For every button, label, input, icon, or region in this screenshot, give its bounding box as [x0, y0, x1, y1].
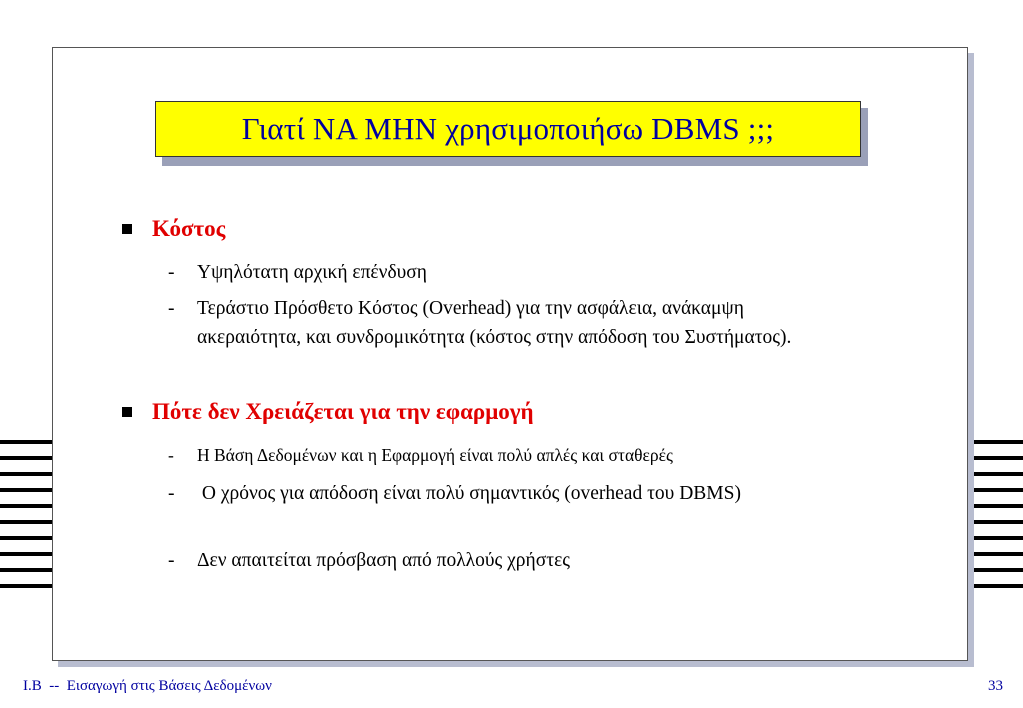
list-item — [168, 258, 858, 287]
section-heading: Πότε δεν Χρειάζεται για την εφαρμογή — [152, 399, 534, 424]
left-stripes — [0, 440, 52, 600]
list-item — [168, 546, 858, 575]
list-item-text: Δεν απαιτείται πρόσβαση από πολλούς χρήστες — [197, 550, 570, 571]
section-heading-when-not-needed — [122, 399, 534, 425]
dash-bullet: - — [168, 550, 175, 571]
footer-course-title: Ι.Β -- Εισαγωγή στις Βάσεις Δεδομένων — [23, 678, 272, 694]
section-heading: Κόστος — [152, 216, 226, 241]
list-item — [168, 441, 858, 470]
list-item-text: Τεράστιο Πρόσθετο Κόστος (Overhead) για την ασφάλεια, ανάκαμψη ακεραιότητα, και συνδρομικότητα (κόστος στην απόδοση του Συστήματος). — [197, 298, 792, 348]
title-box — [155, 101, 861, 157]
list-item — [168, 294, 858, 352]
dash-bullet: - — [168, 298, 175, 319]
page-number: 33 — [988, 678, 1003, 694]
dash-bullet: - — [168, 445, 174, 465]
list-item-text: Υψηλότατη αρχική επένδυση — [197, 262, 427, 283]
slide-title: Γιατί ΝΑ ΜΗΝ χρησιμοποιήσω DBMS ;;; — [241, 111, 775, 146]
right-stripes — [973, 440, 1023, 600]
list-item-text: Ο χρόνος για απόδοση είναι πολύ σημαντικός (overhead του DBMS) — [197, 483, 741, 504]
list-item-text: Η Βάση Δεδομένων και η Εφαρμογή είναι πολύ απλές και σταθερές — [197, 445, 673, 465]
list-item — [168, 479, 858, 508]
dash-bullet: - — [168, 262, 175, 283]
square-bullet-icon — [122, 224, 132, 234]
section-heading-cost — [122, 216, 225, 242]
square-bullet-icon — [122, 407, 132, 417]
dash-bullet: - — [168, 483, 175, 504]
